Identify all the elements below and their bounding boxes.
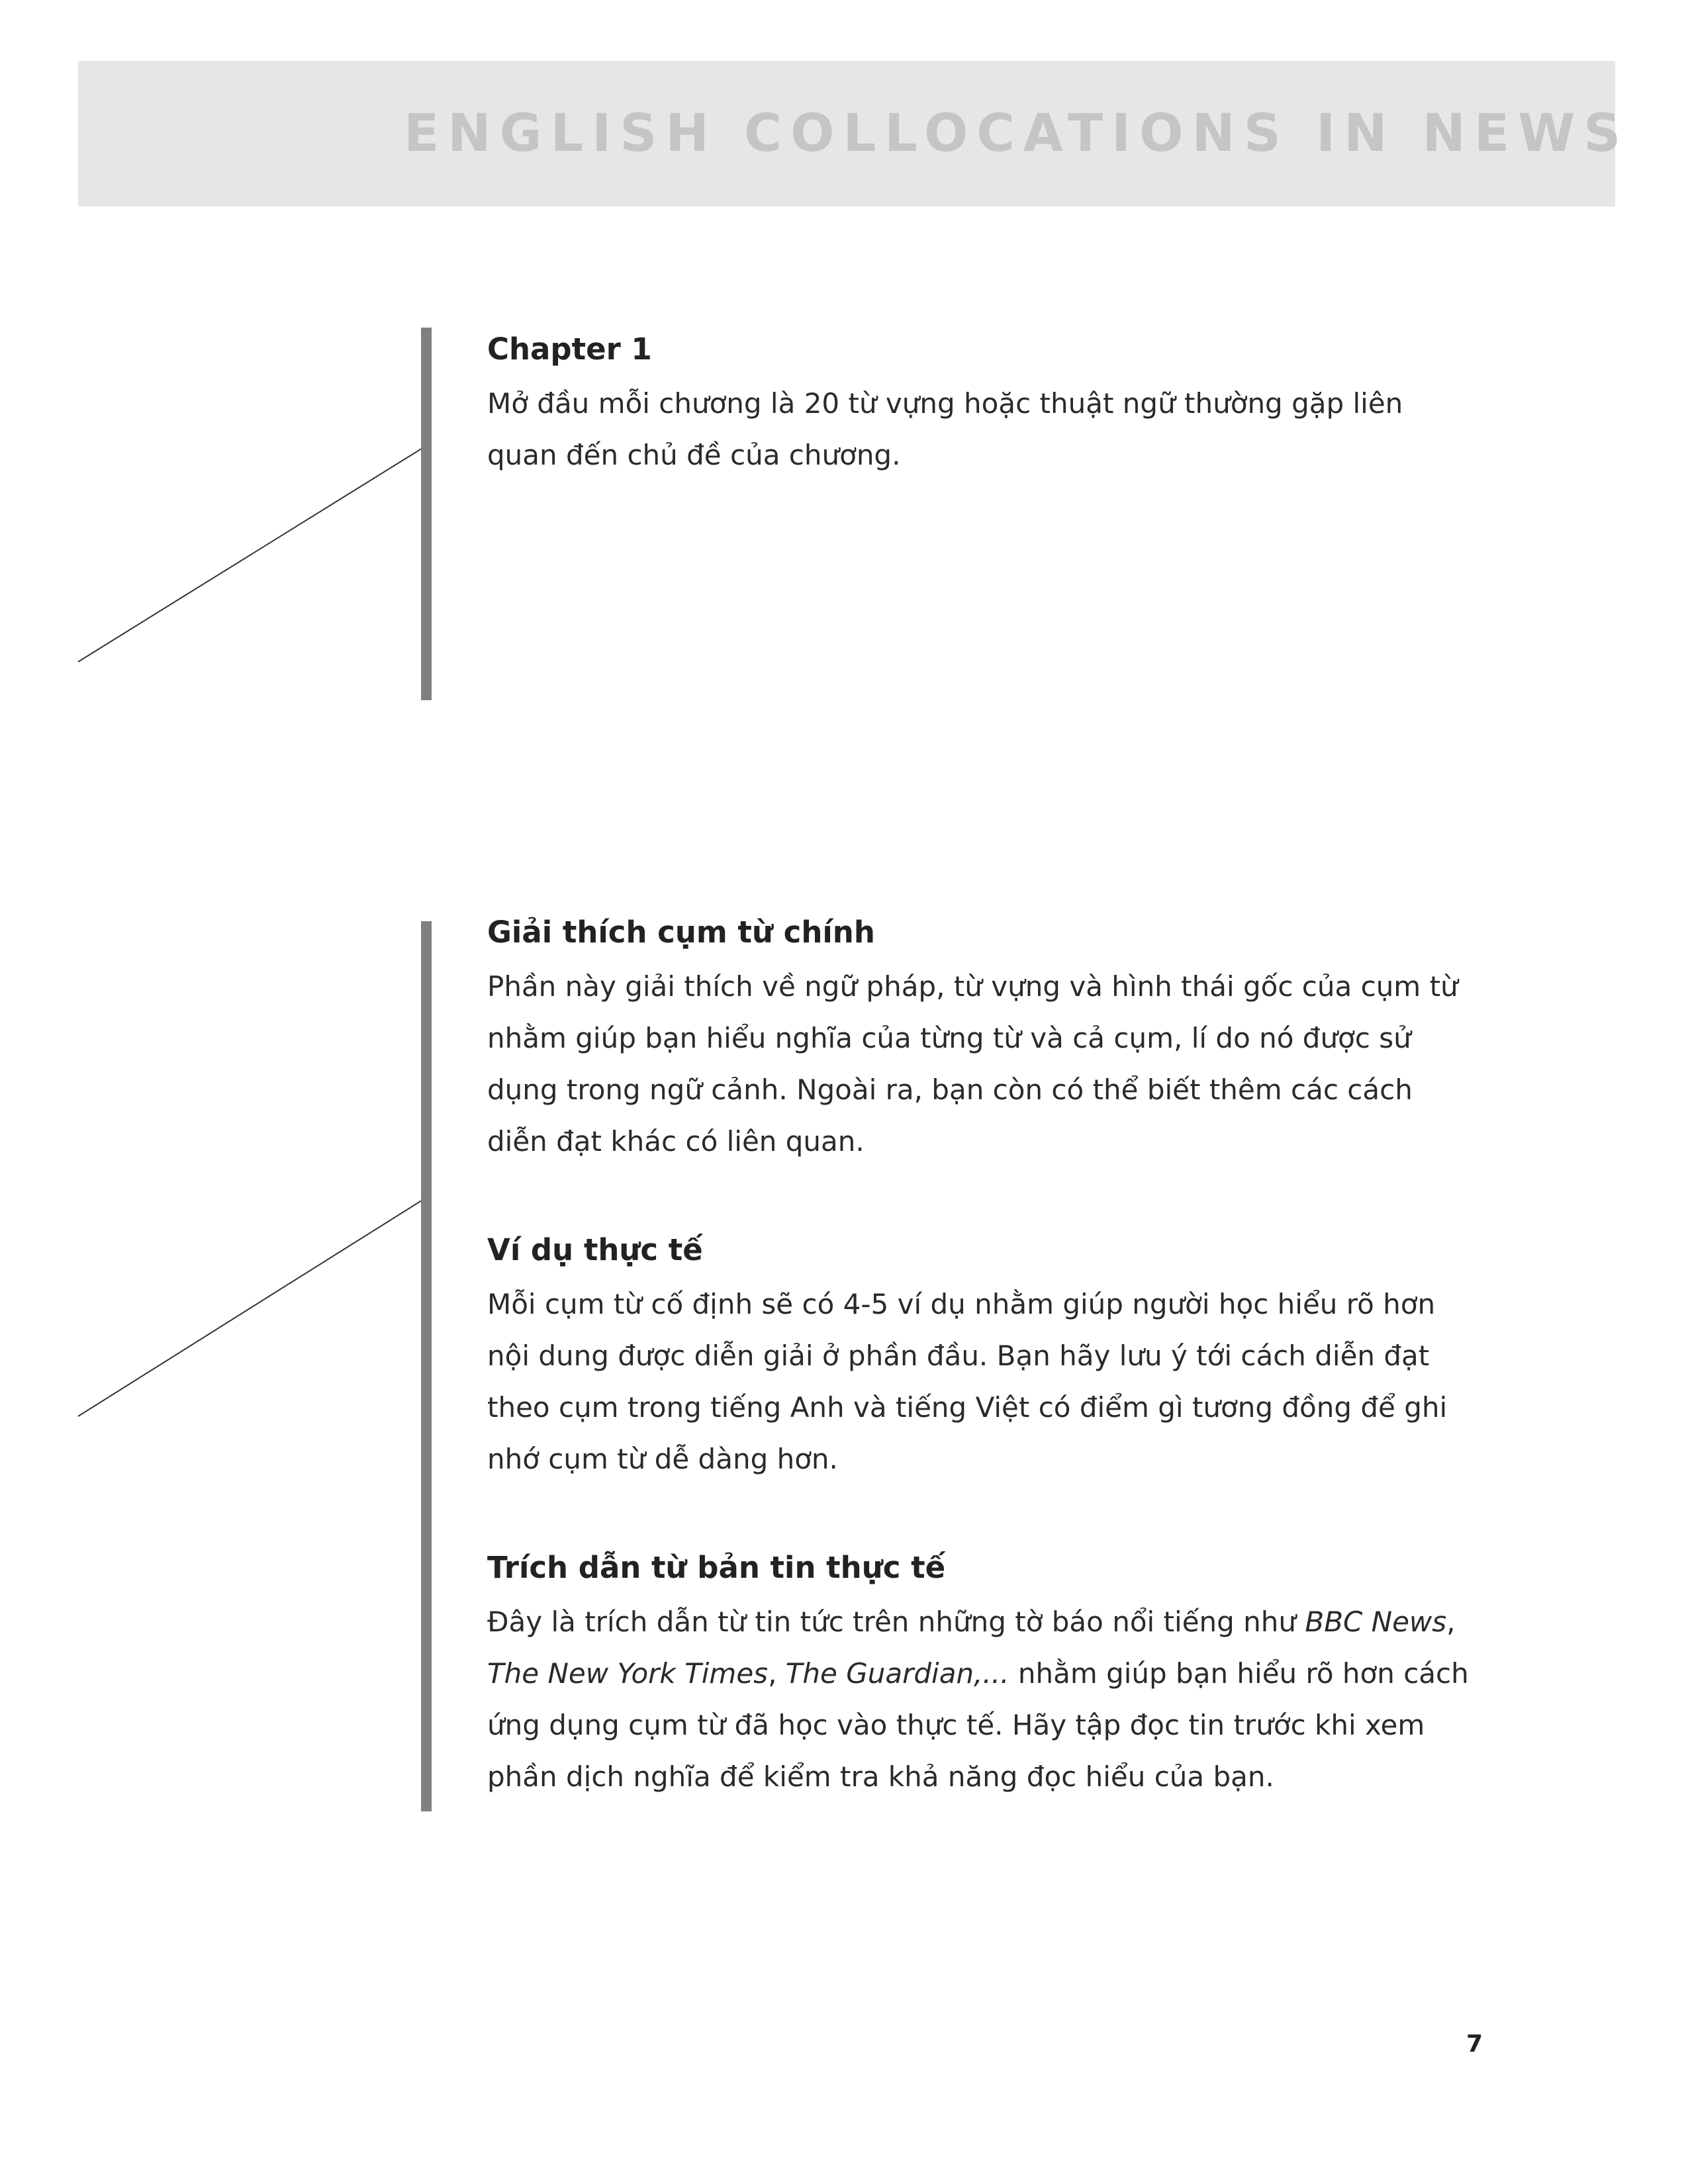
section-body: Mỗi cụm từ cố định sẽ có 4-5 ví dụ nhằm giúp người học hiểu rõ hơn nội dung được diễn giải ở phần đầu. Bạn hãy lưu ý tới cách diễn đạt theo cụm trong tiếng Anh và tiếng Việt có điểm gì tương đồng để ghi nhớ cụm từ dễ dàng hơn.: [487, 1288, 1448, 1475]
section-title: Chapter 1: [487, 332, 652, 367]
section-news-quotes: [487, 1549, 1480, 1803]
section-body: Mở đầu mỗi chương là 20 từ vựng hoặc thuật ngữ thường gặp liên quan đến chủ đề của chương.: [487, 387, 1403, 471]
page-number: 7: [1466, 2030, 1483, 2058]
separator: ,: [1446, 1606, 1456, 1638]
section-title: Ví dụ thực tế: [487, 1232, 703, 1267]
accent-bar-1: [421, 328, 432, 700]
section-chapter-intro: [487, 330, 1480, 481]
section-body: [487, 1596, 1480, 1803]
body-text: nhằm giúp bạn hiểu rõ hơn cách ứng dụng cụm từ đã học vào thực tế. Hãy tập đọc tin trước khi xem phần dịch nghĩa để kiểm tra khả năng đọc hiểu của bạn.: [487, 1657, 1469, 1793]
news-source-guardian: The Guardian,...: [785, 1657, 1009, 1690]
body-text: Đây là trích dẫn từ tin tức trên những tờ báo nổi tiếng như: [487, 1606, 1305, 1638]
section-title: Trích dẫn từ bản tin thực tế: [487, 1550, 946, 1585]
section-title: Giải thích cụm từ chính: [487, 915, 875, 950]
accent-bar-2: [421, 921, 432, 1811]
news-source-bbc: BBC News: [1305, 1606, 1447, 1638]
section-phrase-explanation: [487, 913, 1480, 1167]
news-source-nyt: The New York Times: [487, 1657, 769, 1690]
decorative-diagonal-line-2: [78, 1199, 424, 1416]
section-body: Phần này giải thích về ngữ pháp, từ vựng và hình thái gốc của cụm từ nhằm giúp bạn hiểu nghĩa của từng từ và cả cụm, lí do nó được sử dụng trong ngữ cảnh. Ngoài ra, bạn còn có thể biết thêm các cách diễn đạt khác có liên quan.: [487, 970, 1458, 1158]
decorative-diagonal-line-1: [78, 447, 424, 662]
separator: ,: [768, 1657, 786, 1690]
section-real-examples: [487, 1231, 1480, 1485]
page-header-title: ENGLISH COLLOCATIONS IN NEWS: [404, 104, 1630, 163]
